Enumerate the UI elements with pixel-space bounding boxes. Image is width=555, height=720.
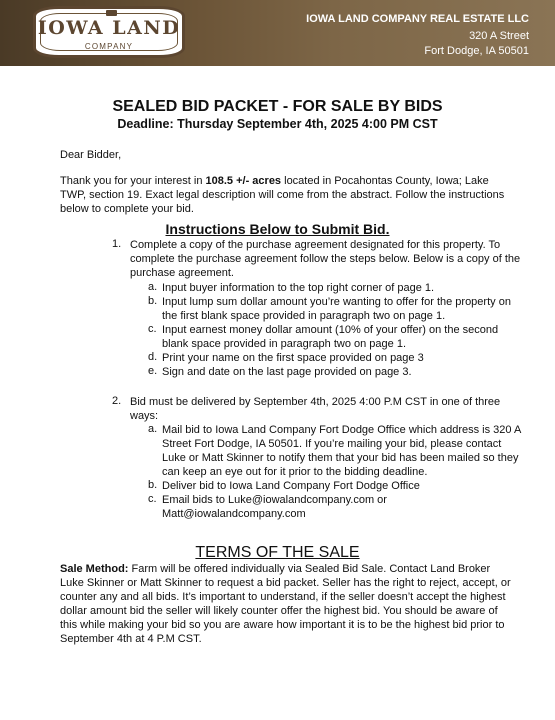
logo-subtext: COMPANY [84,42,134,51]
instructions-heading: Instructions Below to Submit Bid. [165,221,390,237]
substep-letter: b. [148,295,158,307]
substep-text: Mail bid to Iowa Land Company Fort Dodge Office which address is 320 A Street Fort Dodge, IA 50501. If you’re mailing your bid, please contact Luke or Matt Skinner to notify them that your bid has been mailed so they can keep an eye out for it prior to the bidding deadline. [162,424,521,478]
document-title: SEALED BID PACKET - FOR SALE BY BIDS [112,98,443,115]
substep-text: Input lump sum dollar amount you’re wanting to offer for the property on the first blank space provided in paragraph two on page 1. [162,296,511,322]
intro-paragraph [60,174,510,216]
substep-text: Input buyer information to the top right corner of page 1. [162,282,435,294]
company-name: IOWA LAND COMPANY REAL ESTATE LLC [306,13,529,25]
letterhead [0,0,555,66]
deadline-subtitle: Deadline: Thursday September 4th, 2025 4:00 PM CST [117,117,438,131]
substep-text: Sign and date on the last page provided on page 3. [162,366,412,378]
intro-pre: Thank you for your interest in [60,175,206,187]
step-number: 1. [112,238,122,250]
substep-text: Deliver bid to Iowa Land Company Fort Dodge Office [162,480,420,492]
step-text: Bid must be delivered by September 4th, 2025 4:00 P.M CST in one of three ways: [130,396,501,422]
sale-method-label: Sale Method: [60,563,129,575]
substep-letter: e. [148,365,158,377]
step-number: 2. [112,395,122,407]
substep-letter: c. [148,323,157,335]
intro-acres: 108.5 +/- acres [205,175,282,187]
greeting: Dear Bidder, [60,149,122,161]
company-address-street: 320 A Street [469,30,529,42]
substep-text: Input earnest money dollar amount (10% of your offer) on the second blank space provided in paragraph two on page 1. [162,324,499,350]
logo-wordmark: IOWA LAND [37,17,181,39]
terms-heading: TERMS OF THE SALE [195,544,360,561]
company-address-city: Fort Dodge, IA 50501 [424,45,529,57]
substep-letter: c. [148,493,157,505]
sale-method-paragraph [60,562,515,646]
iowa-state-icon [106,10,117,16]
substep-letter: b. [148,479,158,491]
step-text: Complete a copy of the purchase agreement designated for this property. To complete the purchase agreement follow the steps below. Below is a copy of the purchase agreement. [130,239,521,279]
company-logo [33,6,185,58]
substep-letter: d. [148,351,158,363]
substep-letter: a. [148,423,158,435]
substep-text: Email bids to Luke@iowalandcompany.com or Matt@iowalandcompany.com [162,494,387,520]
substep-text: Print your name on the first space provided on page 3 [162,352,424,364]
intro-post: located in Pocahontas County, Iowa; Lake TWP, section 19. Exact legal description will come from the abstract. Follow the instructions below to complete your bid. [60,175,505,215]
substep-letter: a. [148,281,158,293]
sale-method-text: Farm will be offered individually via Sealed Bid Sale. Contact Land Broker Luke Skinner or Matt Skinner to request a bid packet. Seller has the right to reject, accept, or counter any and all bids. It’s important to understand, if the seller doesn’t accept the highest dollar amount bid the seller will likely counter offer the highest bid. You should be aware of this while making your bid so you are aware how important it is to be the highest bid prior to September 4th at 4 P.M CST. [60,563,511,645]
